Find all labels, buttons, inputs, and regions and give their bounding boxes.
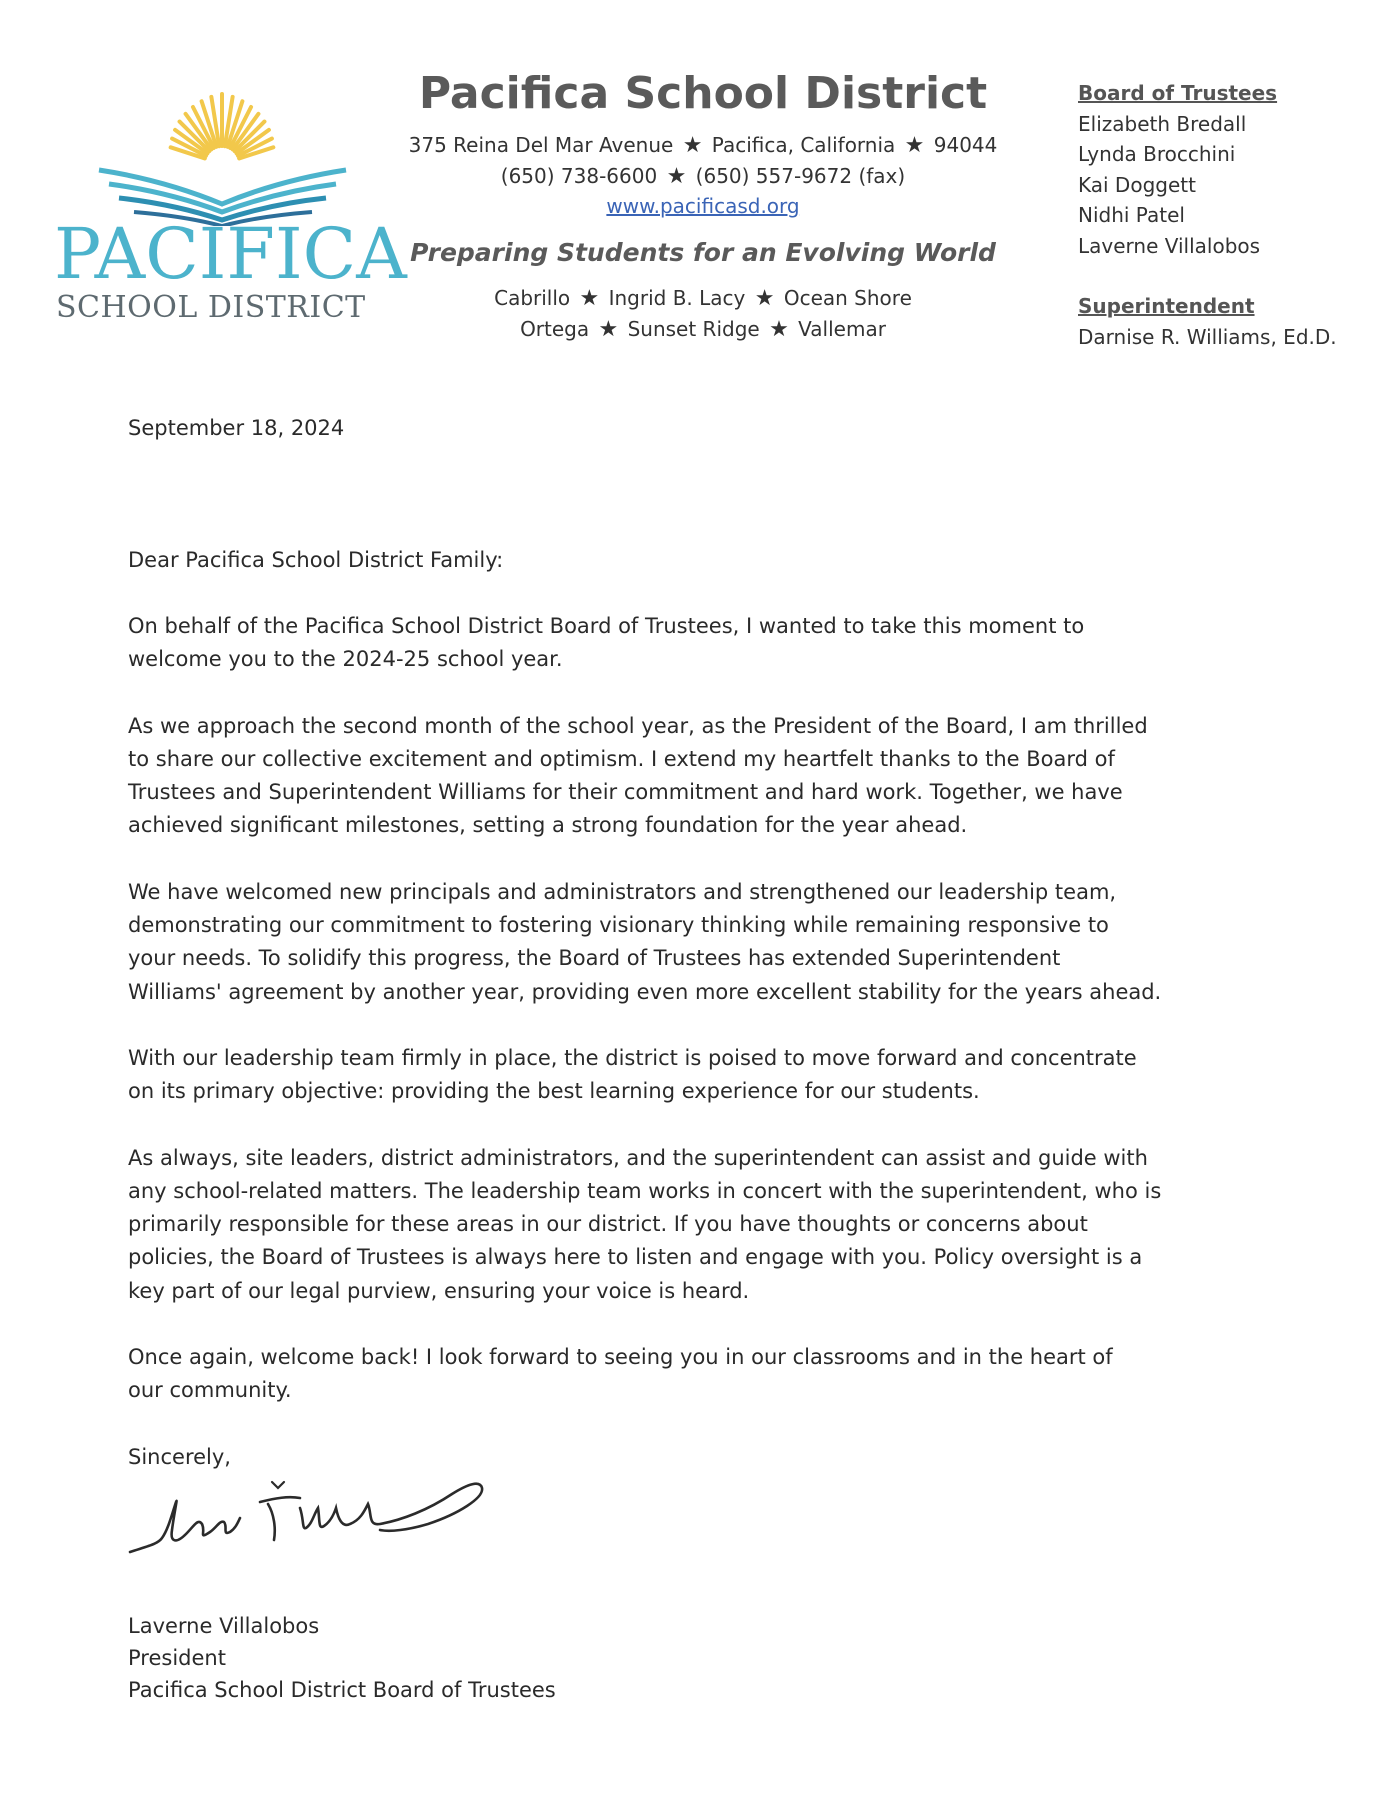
- school-name: Ortega: [520, 317, 590, 341]
- paragraph-line: demonstrating our commitment to fostering visionary thinking while remaining responsive to: [128, 913, 1109, 938]
- signature: [128, 1474, 488, 1594]
- board-heading: Board of Trustees: [1078, 81, 1278, 105]
- handwritten-signature-icon: [128, 1474, 488, 1584]
- paragraph-line: on its primary objective: providing the best learning experience for our students.: [128, 1079, 980, 1104]
- fax-number: (650) 557-9672 (fax): [695, 164, 906, 188]
- signature-block: [128, 1610, 1238, 1706]
- superintendent-heading: Superintendent: [1078, 294, 1255, 318]
- spacer: [1078, 261, 1378, 291]
- salutation: Dear Pacifica School District Family:: [128, 548, 504, 572]
- signer-title: President: [128, 1645, 226, 1670]
- schools-line-1: [398, 283, 1008, 314]
- district-name: Pacifica School District: [418, 68, 988, 119]
- board-member: Elizabeth Bredall: [1078, 111, 1247, 136]
- paragraph-line: With our leadership team firmly in place, the district is poised to move forward and concentrate: [128, 1045, 1137, 1070]
- school-name: Cabrillo: [494, 286, 571, 310]
- star-icon: ★: [904, 133, 925, 158]
- paragraph-line: We have welcomed new principals and administrators and strengthened our leadership team,: [128, 879, 1117, 904]
- paragraph-line: your needs. To solidify this progress, the Board of Trustees has extended Superintendent: [128, 946, 1061, 971]
- school-name: Ocean Shore: [783, 286, 912, 310]
- signer-organization: Pacifica School District Board of Trustees: [128, 1677, 556, 1702]
- address-line: [398, 130, 1008, 161]
- paragraph-line: any school-related matters. The leadership team works in concert with the superintendent, who is: [128, 1178, 1162, 1203]
- signer-name: Laverne Villalobos: [128, 1613, 320, 1638]
- paragraph-line: Once again, welcome back! I look forward to seeing you in our classrooms and in the heart of: [128, 1345, 1113, 1370]
- paragraph-line: to share our collective excitement and optimism. I extend my heartfelt thanks to the Board of: [128, 746, 1115, 771]
- paragraph-line: Williams' agreement by another year, providing even more excellent stability for the years ahead.: [128, 979, 1162, 1004]
- board-list: [1078, 78, 1378, 352]
- logo-wordmark: PACIFICA: [54, 213, 407, 295]
- star-icon: ★: [754, 286, 775, 311]
- closing: Sincerely,: [128, 1444, 231, 1469]
- star-icon: ★: [769, 317, 789, 342]
- schools-line-2: [398, 314, 1008, 345]
- paragraph-line: our community.: [128, 1378, 292, 1403]
- paragraph-line: Trustees and Superintendent Williams for their commitment and hard work. Together, we have: [128, 780, 1123, 805]
- board-member: Kai Doggett: [1078, 172, 1196, 197]
- paragraph-line: policies, the Board of Trustees is always here to listen and engage with you. Policy oversight is a: [128, 1245, 1143, 1270]
- district-logo: [54, 86, 407, 326]
- paragraph-line: welcome you to the 2024-25 school year.: [128, 647, 563, 672]
- paragraph-line: primarily responsible for these areas in our district. If you have thoughts or concerns about: [128, 1212, 1088, 1237]
- letter-date: September 18, 2024: [128, 416, 345, 440]
- paragraph: [128, 1341, 1238, 1408]
- board-member: Lynda Brocchini: [1078, 142, 1236, 166]
- letterhead: [398, 66, 1008, 345]
- school-name: Sunset Ridge: [627, 317, 760, 341]
- paragraph-line: achieved significant milestones, setting a strong foundation for the year ahead.: [128, 813, 968, 838]
- paragraph-line: On behalf of the Pacifica School District Board of Trustees, I wanted to take this moment to: [128, 614, 1085, 638]
- tagline: Preparing Students for an Evolving World: [410, 238, 996, 267]
- zip-code: 94044: [933, 133, 998, 157]
- phone-line: [398, 161, 1008, 192]
- paragraph: [128, 1042, 1238, 1109]
- sunrise-book-icon: [54, 86, 404, 226]
- paragraph-line: As always, site leaders, district administrators, and the superintendent can assist and guide with: [128, 1145, 1148, 1170]
- letter-body: [128, 412, 1238, 1706]
- paragraph: [128, 610, 1238, 677]
- paragraph: [128, 876, 1238, 1009]
- star-icon: ★: [682, 133, 703, 158]
- school-name: Ingrid B. Lacy: [608, 286, 746, 310]
- paragraph-line: key part of our legal purview, ensuring your voice is heard.: [128, 1278, 750, 1303]
- superintendent-name: Darnise R. Williams, Ed.D.: [1078, 324, 1337, 349]
- city-state: Pacifica, California: [711, 133, 896, 157]
- street-address: 375 Reina Del Mar Avenue: [408, 133, 674, 157]
- paragraph: [128, 1142, 1238, 1308]
- school-name: Vallemar: [798, 317, 886, 341]
- star-icon: ★: [579, 286, 600, 311]
- phone-number: (650) 738-6600: [500, 164, 658, 188]
- paragraph: [128, 710, 1238, 843]
- star-icon: ★: [666, 164, 687, 189]
- website-link[interactable]: www.pacificasd.org: [606, 194, 800, 218]
- paragraph-line: As we approach the second month of the school year, as the President of the Board, I am thrilled: [128, 713, 1148, 738]
- board-member: Nidhi Patel: [1078, 203, 1185, 227]
- logo-subtitle: SCHOOL DISTRICT: [56, 290, 366, 325]
- star-icon: ★: [598, 317, 619, 342]
- board-member: Laverne Villalobos: [1078, 233, 1261, 258]
